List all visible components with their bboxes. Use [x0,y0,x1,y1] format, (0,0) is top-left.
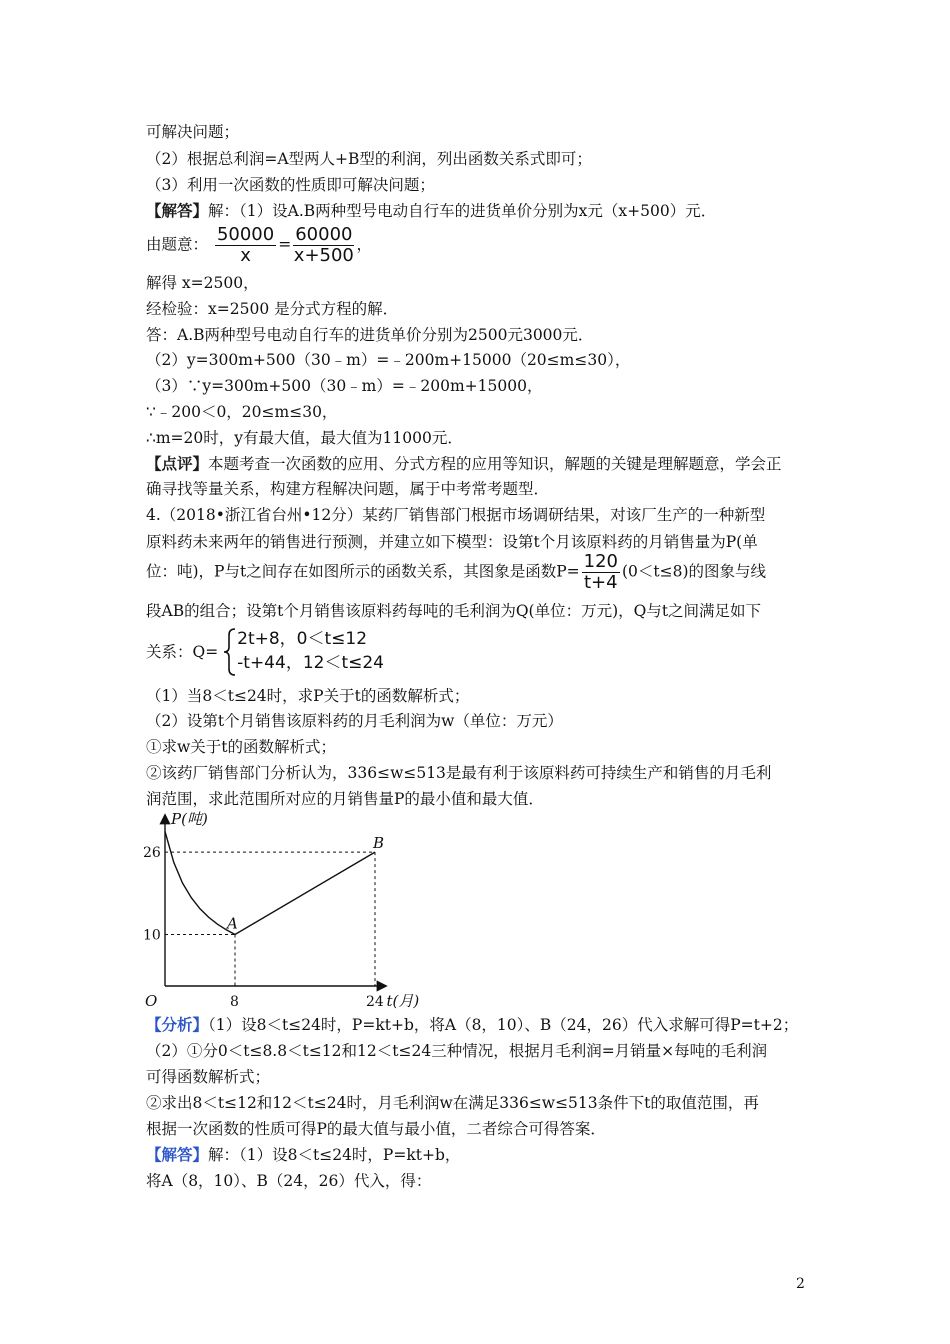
left-brace-icon [223,627,237,677]
answer-tag: 【解答】 [146,1145,209,1164]
fraction [215,225,276,266]
text-line: （2）根据总利润=A型两人+B型的利润，列出函数关系式即可； [146,150,592,168]
text-line: 原料药未来两年的销售进行预测，并建立如下模型：设第t个月该原料药的月销售量为P(单 [146,533,758,551]
text-line: 4.（2018•浙江省台州•12分）某药厂销售部门根据市场调研结果，对该厂生产的一种新型 [146,506,766,524]
x-axis-label: t(月) [386,992,420,1010]
text-line: 润范围，求此范围所对应的月销售量P的最小值和最大值． [146,790,544,808]
text-line [146,1145,460,1165]
equation-suffix: ， [356,235,372,254]
point-label-a: A [227,914,238,933]
text-line: 根据一次函数的性质可得P的最大值与最小值，二者综合可得答案． [146,1120,606,1138]
text-line: （2）y=300m+500（30﹣m）=﹣200m+15000（20≤m≤30）， [146,351,631,369]
analysis-tag: 【分析】 [146,1015,209,1034]
answer-tag: 【解答】 [146,201,209,220]
fraction [293,225,354,266]
text-line: 可解决问题； [146,123,240,141]
piecewise-function [223,627,413,677]
curve-series [165,832,235,935]
x-tick-label: 8 [230,994,239,1010]
text-segment: (0＜t≤8)的图象与线 [621,562,767,581]
function-graph [140,810,420,1010]
text-line: （3）利用一次函数的性质即可解决问题； [146,176,435,194]
fraction [582,552,620,593]
fraction-denominator: x [240,245,251,266]
text-line: 解得 x=2500， [146,274,259,292]
text-line: （2）①分0＜t≤8.8＜t≤12和12＜t≤24三种情况，根据月毛利润=月销量×每吨的毛利润 [146,1042,768,1060]
y-tick-label: 26 [143,845,161,862]
text-segment: 位：吨)，P与t之间存在如图所示的函数关系，其图象是函数P= [146,562,580,581]
text-line: ①求w关于t的函数解析式； [146,738,336,756]
text-line: ②求出8＜t≤12和12＜t≤24时，月毛利润w在满足336≤w≤513条件下t的取值范围，再 [146,1094,759,1112]
piecewise-prefix: 关系：Q= [146,643,219,661]
fraction-denominator: x+500 [293,245,354,266]
text-line: ②该药厂销售部门分析认为，336≤w≤513是最有利于该原料药可持续生产和销售的月毛利 [146,764,772,782]
text-line: （3）∵y=300m+500（30﹣m）=﹣200m+15000， [146,377,543,395]
equation-line [146,225,372,266]
segment-ab [235,852,375,934]
point-label-b: B [373,834,385,853]
answer-text: 解：（1）设A.B两种型号电动自行车的进货单价分别为x元（x+500）元． [208,202,717,220]
fraction-denominator: t+4 [584,572,618,593]
equation-line [146,552,766,593]
comment-tag: 【点评】 [146,454,209,473]
equation-prefix: 由题意： [146,235,209,254]
piecewise-case-2: -t+44，12＜t≤24 [237,653,384,673]
text-line: （1）当8＜t≤24时，求P关于t的函数解析式； [146,687,470,705]
fraction-numerator: 120 [583,551,618,572]
x-tick-label: 24 [366,994,384,1010]
piecewise-line [146,627,413,677]
text-line: 答：A.B两种型号电动自行车的进货单价分别为2500元3000元． [146,326,594,344]
piecewise-case-1: 2t+8，0＜t≤12 [237,629,368,649]
y-axis-label: P(吨) [171,810,208,828]
text-line: ∵﹣200＜0，20≤m≤30， [146,403,338,421]
text-line [146,201,716,221]
text-line [146,1015,798,1035]
text-line: 可得函数解析式； [146,1068,271,1086]
text-line: 段AB的组合；设第t个月销售该原料药每吨的毛利润为Q(单位：万元)，Q与t之间满足如下 [146,602,762,620]
text-line: ∴m=20时，y有最大值，最大值为11000元． [146,429,463,447]
fraction-numerator: 50000 [216,224,275,245]
page-number: 2 [796,1276,805,1292]
fraction-numerator: 60000 [295,224,353,245]
analysis-text: （1）设8＜t≤24时，P=kt+b，将A（8，10）、B（24，26）代入求解可得P=t+2； [208,1016,799,1034]
text-line: 经检验：x=2500 是分式方程的解． [146,300,399,318]
answer-text: 解：（1）设8＜t≤24时，P=kt+b， [208,1146,461,1164]
text-line: 确寻找等量关系，构建方程解决问题，属于中考常考题型． [146,480,550,498]
y-tick-label: 10 [143,927,161,944]
origin-label: O [145,992,158,1010]
text-line: （2）设第t个月销售该原料药的月毛利润为w（单位：万元） [146,712,563,730]
text-line [146,454,782,474]
equals-sign: = [278,235,292,254]
text-line: 将A（8，10）、B（24，26）代入，得： [146,1172,432,1190]
comment-text: 本题考查一次函数的应用、分式方程的应用等知识，解题的关键是理解题意，学会正 [208,455,782,473]
